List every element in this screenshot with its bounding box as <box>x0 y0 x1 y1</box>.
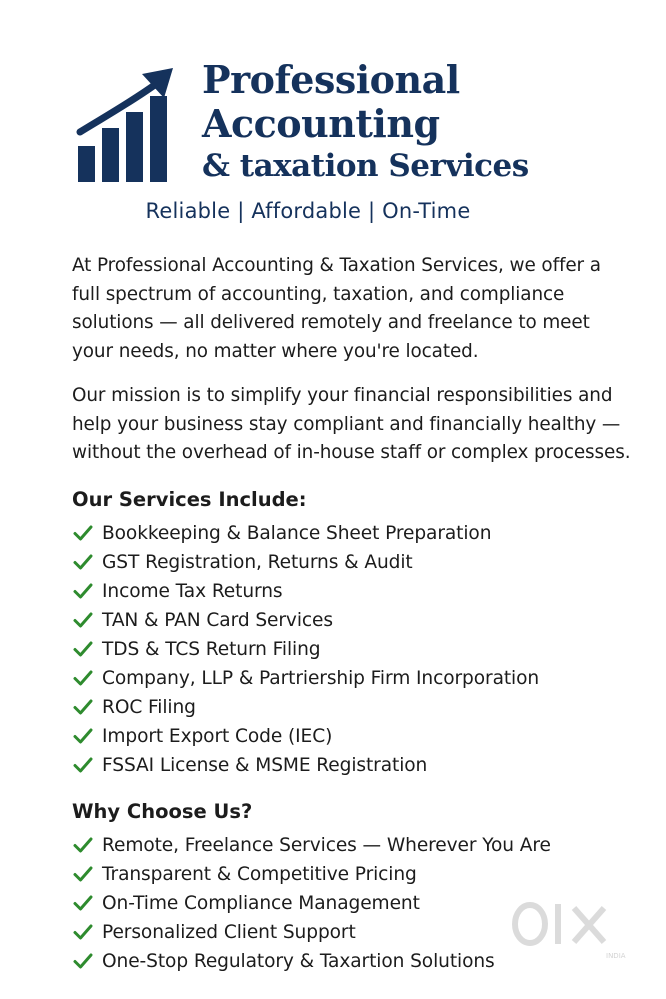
check-icon <box>72 696 94 718</box>
check-icon <box>72 609 94 631</box>
services-item-label: GST Registration, Returns & Audit <box>102 551 413 573</box>
services-item-label: Import Export Code (IEC) <box>102 725 333 747</box>
services-list-item <box>72 606 632 635</box>
check-icon <box>72 522 94 544</box>
olx-region-text: INDIA <box>606 952 626 960</box>
brand-line-1: Professional <box>202 57 460 102</box>
services-list <box>72 519 632 780</box>
why-item-label: On-Time Compliance Management <box>102 892 420 914</box>
why-item-label: Personalized Client Support <box>102 921 356 943</box>
why-list-item <box>72 860 632 889</box>
check-icon <box>72 754 94 776</box>
check-icon <box>72 863 94 885</box>
why-item-label: Transparent & Competitive Pricing <box>102 863 417 885</box>
services-list-item <box>72 751 632 780</box>
why-title: Why Choose Us? <box>72 799 253 823</box>
services-item-label: TDS & TCS Return Filing <box>102 638 321 660</box>
check-icon <box>72 950 94 972</box>
tagline: Reliable | Affordable | On-Time <box>145 199 471 223</box>
content <box>72 252 632 976</box>
check-icon <box>72 921 94 943</box>
services-item-label: Company, LLP & Partriership Firm Incorporation <box>102 667 540 689</box>
services-list-item <box>72 722 632 751</box>
check-icon <box>72 667 94 689</box>
why-list-item <box>72 831 632 860</box>
why-item-label: One-Stop Regulatory & Taxartion Solutions <box>102 950 495 972</box>
services-item-label: ROC Filing <box>102 696 196 718</box>
growth-chart-logo-icon <box>76 66 176 184</box>
services-list-item <box>72 548 632 577</box>
brand-line-3: & taxation Services <box>202 148 529 184</box>
services-list-item <box>72 664 632 693</box>
services-list-item <box>72 577 632 606</box>
services-title: Our Services Include: <box>72 487 307 511</box>
services-item-label: Bookkeeping & Balance Sheet Preparation <box>102 522 492 544</box>
services-list-item <box>72 519 632 548</box>
check-icon <box>72 551 94 573</box>
services-list-item <box>72 693 632 722</box>
brand-line-2: Accounting <box>202 101 440 146</box>
services-item-label: Income Tax Returns <box>102 580 283 602</box>
check-icon <box>72 638 94 660</box>
services-item-label: FSSAI License & MSME Registration <box>102 754 428 776</box>
intro-paragraph-1: At Professional Accounting & Taxation Services, we offer a full spectrum of accounting, taxation, and compliance solutions — all delivered remotely and freelance to meet your needs, no matter where you're located. <box>72 255 601 362</box>
why-item-label: Remote, Freelance Services — Wherever You Are <box>102 834 551 856</box>
intro-paragraph-2: Our mission is to simplify your financial responsibilities and help your business stay compliant and financially healthy — without the overhead of in-house staff or complex processes. <box>72 385 631 463</box>
olx-watermark-logo <box>508 898 632 962</box>
check-icon <box>72 580 94 602</box>
services-item-label: TAN & PAN Card Services <box>102 609 333 631</box>
check-icon <box>72 892 94 914</box>
brand-name <box>202 58 529 186</box>
check-icon <box>72 834 94 856</box>
services-list-item <box>72 635 632 664</box>
header <box>0 0 666 240</box>
check-icon <box>72 725 94 747</box>
